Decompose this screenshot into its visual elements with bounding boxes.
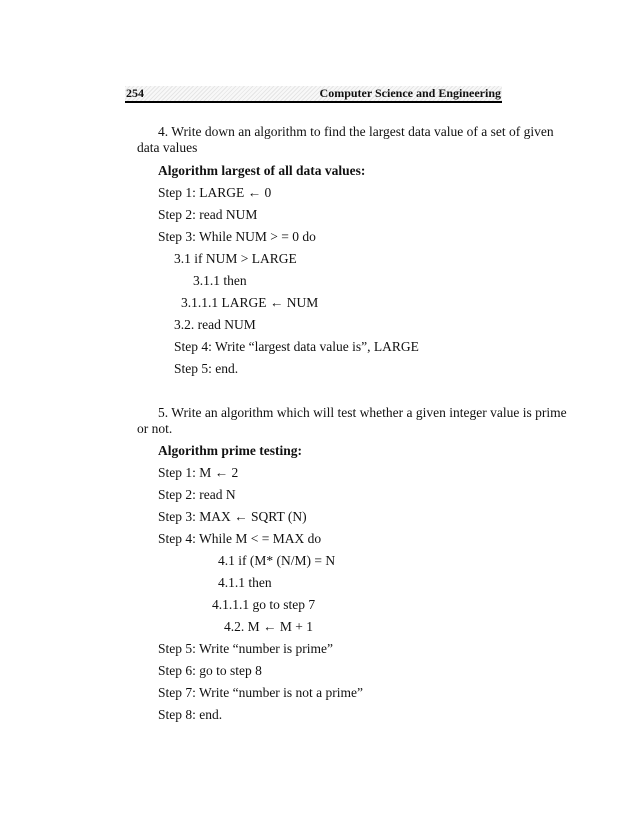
- q4-question-line2: data values: [137, 140, 198, 155]
- q4-step-5: Step 5: end.: [174, 361, 239, 376]
- q5-step-6: Step 6: go to step 8: [158, 663, 262, 678]
- q5-step-4: Step 4: While M < = MAX do: [158, 531, 322, 546]
- q4-step-3: Step 3: While NUM > = 0 do: [158, 229, 316, 244]
- header-title: Computer Science and Engineering: [319, 86, 501, 100]
- q5-step-7: Step 7: Write “number is not a prime”: [158, 685, 364, 700]
- q5-algorithm-heading: Algorithm prime testing:: [158, 443, 302, 458]
- q4-step-1: Step 1: LARGE ← 0: [158, 185, 272, 200]
- q4-step-2: Step 2: read NUM: [158, 207, 258, 222]
- q5-step-8: Step 8: end.: [158, 707, 223, 722]
- q5-step-4-1-1: 4.1.1 then: [218, 575, 272, 590]
- q4-step-3-1: 3.1 if NUM > LARGE: [174, 251, 297, 266]
- q5-step-3: Step 3: MAX ← SQRT (N): [158, 509, 307, 524]
- running-header: [125, 86, 502, 103]
- q4-algorithm-heading: Algorithm largest of all data values:: [158, 163, 366, 178]
- q5-question-line2: or not.: [137, 421, 173, 436]
- page-number: 254: [126, 86, 144, 100]
- q4-question-line1: 4. Write down an algorithm to find the largest data value of a set of given: [158, 124, 554, 139]
- q4-step-4: Step 4: Write “largest data value is”, LARGE: [174, 339, 419, 354]
- q4-step-3-1-1: 3.1.1 then: [193, 273, 247, 288]
- q4-step-3-2: 3.2. read NUM: [174, 317, 256, 332]
- q5-step-5: Step 5: Write “number is prime”: [158, 641, 334, 656]
- q5-question-line1: 5. Write an algorithm which will test whether a given integer value is prime: [158, 405, 567, 420]
- q5-step-4-2: 4.2. M ← M + 1: [224, 619, 313, 634]
- q5-step-4-1-1-1: 4.1.1.1 go to step 7: [212, 597, 316, 612]
- q4-step-3-1-1-1: 3.1.1.1 LARGE ← NUM: [181, 295, 319, 310]
- q5-step-2: Step 2: read N: [158, 487, 236, 502]
- q5-step-4-1: 4.1 if (M* (N/M) = N: [218, 553, 336, 568]
- q5-step-1: Step 1: M ← 2: [158, 465, 239, 480]
